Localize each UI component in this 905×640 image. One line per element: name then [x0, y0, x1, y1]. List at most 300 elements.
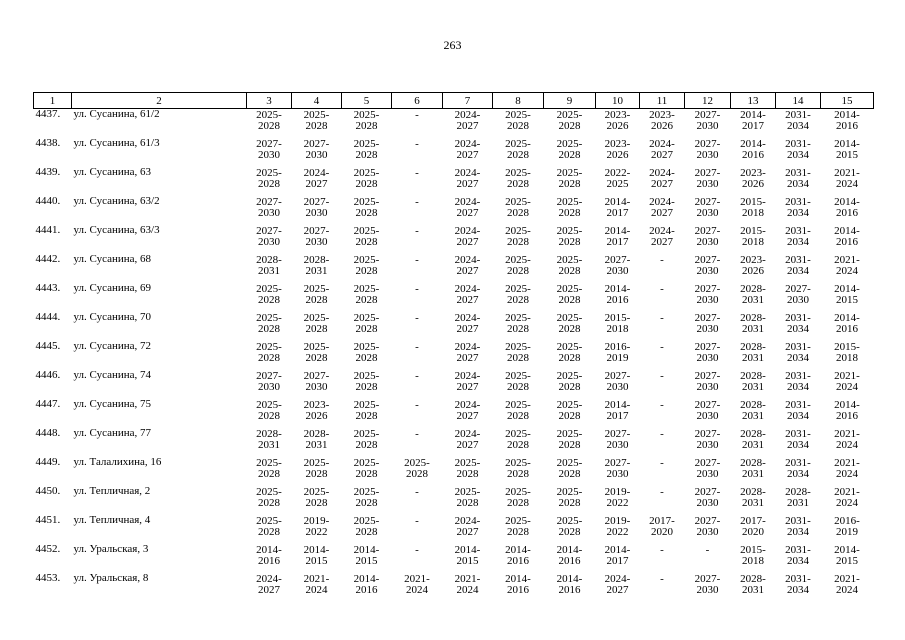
- period-start: 2027-: [694, 138, 721, 150]
- period-start: 2027-: [694, 167, 721, 179]
- address-cell: ул. Сусанина, 70: [73, 311, 152, 323]
- address-cell: ул. Сусанина, 68: [73, 253, 152, 265]
- period-cell: [776, 428, 821, 457]
- period-cell: [731, 399, 776, 428]
- period-cell: [776, 109, 821, 139]
- period-start: 2024-: [454, 109, 481, 121]
- period-cell: [247, 138, 292, 167]
- period-start: 2028-: [740, 457, 766, 469]
- period-end: 2034: [787, 120, 809, 132]
- table-row: [34, 544, 874, 573]
- period-start: 2025-: [556, 428, 583, 440]
- period-end: 2016: [606, 294, 629, 306]
- period-end: 2030: [305, 149, 328, 161]
- period-start: 2025-: [353, 225, 380, 237]
- period-end: 2030: [696, 149, 719, 161]
- period-end: 2028: [558, 439, 581, 451]
- period-cell: [685, 544, 731, 573]
- period-cell: [292, 515, 342, 544]
- period-cell: [596, 225, 640, 254]
- period-end: 2015: [355, 555, 378, 567]
- period-start: 2014-: [834, 225, 860, 237]
- period-start: 2014-: [604, 399, 631, 411]
- period-start: 2027-: [256, 225, 282, 237]
- period-cell: [731, 573, 776, 602]
- period-cell: [731, 457, 776, 486]
- address-cell: ул. Сусанина, 75: [73, 398, 152, 410]
- period-cell: [544, 167, 596, 196]
- period-start: 2025-: [303, 486, 330, 498]
- period-start: 2016-: [604, 341, 631, 353]
- period-end: 2028: [558, 207, 581, 219]
- period-cell: [596, 312, 640, 341]
- period-start: 2027-: [604, 370, 631, 382]
- period-cell: [731, 196, 776, 225]
- period-cell: [685, 254, 731, 283]
- period-cell: [247, 341, 292, 370]
- period-start: 2025-: [556, 138, 583, 150]
- period-end: 2016: [507, 584, 529, 596]
- period-end: 2028: [355, 178, 378, 190]
- period-cell: [640, 486, 685, 515]
- period-start: 2024-: [256, 573, 282, 585]
- period-cell: [493, 196, 544, 225]
- period-start: -: [660, 573, 664, 585]
- period-end: 2028: [355, 207, 378, 219]
- period-end: 2034: [787, 207, 809, 219]
- table-body: [34, 109, 874, 603]
- period-start: 2021-: [834, 370, 860, 382]
- period-cell: [596, 399, 640, 428]
- period-end: 2031: [742, 410, 764, 422]
- address-cell: ул. Сусанина, 61/3: [73, 137, 160, 149]
- period-cell: [731, 254, 776, 283]
- period-cell: [640, 457, 685, 486]
- address-cell: ул. Талалихина, 16: [73, 456, 162, 468]
- period-end: 2028: [507, 265, 529, 277]
- period-cell: [731, 167, 776, 196]
- period-cell: [493, 399, 544, 428]
- period-cell: [493, 544, 544, 573]
- period-start: 2031-: [785, 370, 811, 382]
- period-end: 2028: [507, 468, 529, 480]
- period-start: -: [660, 312, 664, 324]
- period-cell: [776, 399, 821, 428]
- period-start: 2025-: [256, 457, 282, 469]
- period-cell: [776, 138, 821, 167]
- period-start: 2025-: [556, 486, 583, 498]
- period-end: 2028: [507, 149, 529, 161]
- period-start: 2025-: [353, 457, 380, 469]
- period-cell: [247, 283, 292, 312]
- period-end: 2020: [651, 526, 673, 538]
- row-number: 4451.: [35, 514, 61, 526]
- period-cell: [731, 138, 776, 167]
- period-cell: [292, 573, 342, 602]
- period-cell: [776, 254, 821, 283]
- period-end: 2027: [456, 207, 479, 219]
- period-cell: [292, 341, 342, 370]
- period-end: 2031: [258, 439, 280, 451]
- period-cell: [544, 428, 596, 457]
- period-start: 2031-: [785, 341, 811, 353]
- period-cell: [247, 428, 292, 457]
- period-start: 2025-: [353, 254, 380, 266]
- period-start: 2023-: [740, 254, 766, 266]
- period-cell: [292, 109, 342, 139]
- period-end: 2028: [258, 294, 280, 306]
- period-start: 2025-: [353, 428, 380, 440]
- header-row: [34, 93, 874, 109]
- data-table: [33, 92, 874, 602]
- period-end: 2028: [558, 323, 581, 335]
- period-cell: [640, 312, 685, 341]
- period-start: 2024-: [454, 225, 481, 237]
- period-start: 2014-: [256, 544, 282, 556]
- period-start: 2014-: [454, 544, 481, 556]
- period-start: 2027-: [694, 283, 721, 295]
- period-start: 2014-: [834, 109, 860, 121]
- period-end: 2028: [507, 323, 529, 335]
- period-start: 2031-: [785, 196, 811, 208]
- period-start: 2025-: [353, 109, 380, 121]
- period-start: -: [415, 370, 419, 382]
- period-end: 2024: [836, 381, 858, 393]
- period-cell: [821, 457, 874, 486]
- period-cell: [247, 399, 292, 428]
- period-end: 2019: [836, 526, 858, 538]
- period-end: 2028: [305, 323, 328, 335]
- period-cell: [443, 341, 493, 370]
- period-start: -: [415, 167, 419, 179]
- period-cell: [596, 196, 640, 225]
- period-end: 2030: [696, 294, 719, 306]
- period-cell: [493, 457, 544, 486]
- period-start: 2025-: [353, 486, 380, 498]
- period-start: 2025-: [256, 341, 282, 353]
- period-start: 2031-: [785, 225, 811, 237]
- period-end: 2030: [696, 323, 719, 335]
- period-cell: [342, 370, 392, 399]
- page-number: 263: [443, 38, 462, 52]
- address-cell: ул. Сусанина, 63/2: [73, 195, 160, 207]
- period-cell: [493, 486, 544, 515]
- period-start: 2014-: [505, 544, 531, 556]
- period-start: 2027-: [694, 312, 721, 324]
- table-row: [34, 428, 874, 457]
- period-start: -: [660, 283, 664, 295]
- period-cell: [292, 544, 342, 573]
- period-start: 2027-: [303, 370, 330, 382]
- period-end: 2017: [606, 207, 629, 219]
- row-number: 4438.: [35, 137, 61, 149]
- period-start: 2031-: [785, 254, 811, 266]
- period-start: 2021-: [834, 486, 860, 498]
- period-end: 2030: [787, 294, 809, 306]
- period-start: -: [660, 341, 664, 353]
- period-cell: [685, 370, 731, 399]
- period-cell: [443, 283, 493, 312]
- period-cell: [392, 457, 443, 486]
- period-end: 2034: [787, 439, 809, 451]
- period-end: 2026: [305, 410, 328, 422]
- period-end: 2028: [507, 236, 529, 248]
- period-start: 2027-: [694, 573, 721, 585]
- table-row: [34, 167, 874, 196]
- period-start: 2027-: [785, 283, 811, 295]
- period-end: 2028: [355, 120, 378, 132]
- period-cell: [392, 399, 443, 428]
- period-cell: [392, 138, 443, 167]
- row-number: 4445.: [35, 340, 61, 352]
- period-end: 2030: [606, 468, 629, 480]
- period-cell: [776, 283, 821, 312]
- period-start: 2025-: [505, 370, 531, 382]
- period-cell: [392, 544, 443, 573]
- period-cell: [342, 341, 392, 370]
- period-cell: [443, 486, 493, 515]
- period-start: 2025-: [556, 225, 583, 237]
- period-cell: [731, 370, 776, 399]
- period-start: -: [415, 138, 419, 150]
- period-cell: [342, 457, 392, 486]
- period-cell: [685, 515, 731, 544]
- period-cell: [640, 573, 685, 602]
- period-cell: [392, 254, 443, 283]
- period-end: 2015: [836, 149, 858, 161]
- period-start: 2028-: [256, 428, 282, 440]
- period-end: 2024: [836, 468, 858, 480]
- period-cell: [544, 196, 596, 225]
- period-end: 2025: [606, 178, 629, 190]
- period-start: 2014-: [353, 573, 380, 585]
- period-end: 2030: [696, 584, 719, 596]
- period-end: 2028: [558, 236, 581, 248]
- period-end: 2019: [606, 352, 629, 364]
- period-start: 2015-: [604, 312, 631, 324]
- period-end: 2018: [742, 555, 764, 567]
- period-cell: [731, 544, 776, 573]
- period-start: 2025-: [256, 515, 282, 527]
- period-end: 2028: [507, 294, 529, 306]
- period-start: 2025-: [505, 341, 531, 353]
- period-cell: [544, 486, 596, 515]
- period-cell: [292, 254, 342, 283]
- period-end: 2027: [456, 439, 479, 451]
- table-row: [34, 283, 874, 312]
- period-end: 2028: [558, 381, 581, 393]
- column-header: 8: [493, 93, 544, 109]
- period-end: 2028: [507, 207, 529, 219]
- period-cell: [821, 515, 874, 544]
- row-number: 4444.: [35, 311, 61, 323]
- column-header: 14: [776, 93, 821, 109]
- period-start: -: [660, 544, 664, 556]
- period-cell: [821, 254, 874, 283]
- table-row: [34, 399, 874, 428]
- period-start: 2031-: [785, 515, 811, 527]
- period-start: 2023-: [740, 167, 766, 179]
- period-end: 2028: [558, 120, 581, 132]
- column-header: 11: [640, 93, 685, 109]
- period-end: 2027: [456, 352, 479, 364]
- period-start: 2014-: [353, 544, 380, 556]
- period-start: 2027-: [694, 428, 721, 440]
- period-cell: [685, 457, 731, 486]
- period-start: 2015-: [740, 225, 766, 237]
- period-start: 2025-: [505, 196, 531, 208]
- period-end: 2028: [558, 410, 581, 422]
- period-start: 2025-: [353, 196, 380, 208]
- period-start: 2021-: [834, 167, 860, 179]
- period-start: 2024-: [454, 138, 481, 150]
- row-number: 4441.: [35, 224, 61, 236]
- period-cell: [596, 341, 640, 370]
- period-start: 2031-: [785, 457, 811, 469]
- period-cell: [640, 138, 685, 167]
- period-start: 2028-: [740, 428, 766, 440]
- row-number: 4446.: [35, 369, 61, 381]
- period-start: -: [660, 428, 664, 440]
- period-start: 2025-: [303, 312, 330, 324]
- period-cell: [443, 399, 493, 428]
- period-end: 2022: [606, 526, 629, 538]
- period-cell: [731, 312, 776, 341]
- period-end: 2034: [787, 526, 809, 538]
- period-cell: [596, 109, 640, 139]
- period-cell: [821, 283, 874, 312]
- period-cell: [443, 312, 493, 341]
- period-cell: [342, 573, 392, 602]
- period-start: 2025-: [556, 196, 583, 208]
- period-cell: [342, 515, 392, 544]
- period-end: 2016: [558, 555, 581, 567]
- period-end: 2028: [507, 439, 529, 451]
- period-cell: [731, 486, 776, 515]
- column-header: 10: [596, 93, 640, 109]
- period-cell: [685, 225, 731, 254]
- period-end: 2028: [558, 352, 581, 364]
- period-start: 2027-: [694, 399, 721, 411]
- period-cell: [342, 428, 392, 457]
- period-cell: [596, 457, 640, 486]
- period-cell: [596, 515, 640, 544]
- period-cell: [821, 341, 874, 370]
- period-cell: [342, 109, 392, 139]
- period-end: 2028: [558, 265, 581, 277]
- period-cell: [443, 254, 493, 283]
- period-start: -: [415, 341, 419, 353]
- period-cell: [342, 196, 392, 225]
- period-end: 2034: [787, 584, 809, 596]
- period-start: -: [415, 312, 419, 324]
- period-start: 2025-: [353, 312, 380, 324]
- period-cell: [731, 341, 776, 370]
- period-end: 2016: [836, 207, 858, 219]
- period-cell: [342, 312, 392, 341]
- period-start: 2027-: [303, 196, 330, 208]
- period-start: 2023-: [649, 109, 675, 121]
- period-end: 2027: [456, 294, 479, 306]
- period-end: 2016: [836, 323, 858, 335]
- period-start: 2014-: [604, 196, 631, 208]
- period-cell: [821, 544, 874, 573]
- period-end: 2028: [558, 294, 581, 306]
- period-start: 2028-: [256, 254, 282, 266]
- period-start: 2025-: [454, 457, 481, 469]
- period-end: 2028: [355, 381, 378, 393]
- period-cell: [596, 254, 640, 283]
- period-cell: [443, 544, 493, 573]
- period-cell: [443, 457, 493, 486]
- period-cell: [443, 138, 493, 167]
- column-header: 1: [34, 93, 72, 109]
- period-cell: [544, 312, 596, 341]
- period-cell: [544, 283, 596, 312]
- period-start: 2014-: [834, 544, 860, 556]
- period-end: 2028: [507, 120, 529, 132]
- period-end: 2030: [606, 265, 629, 277]
- address-cell: ул. Уральская, 3: [73, 543, 149, 555]
- period-start: 2025-: [353, 399, 380, 411]
- period-cell: [247, 573, 292, 602]
- period-cell: [544, 399, 596, 428]
- period-start: 2027-: [604, 428, 631, 440]
- period-start: 2019-: [604, 486, 631, 498]
- period-end: 2027: [651, 149, 673, 161]
- period-cell: [342, 399, 392, 428]
- period-end: 2028: [258, 468, 280, 480]
- period-end: 2026: [651, 120, 673, 132]
- period-start: 2014-: [834, 312, 860, 324]
- period-cell: [392, 225, 443, 254]
- period-start: 2028-: [740, 486, 766, 498]
- period-start: 2027-: [694, 196, 721, 208]
- period-start: 2025-: [556, 515, 583, 527]
- period-start: -: [415, 486, 419, 498]
- address-cell: ул. Сусанина, 63/3: [73, 224, 160, 236]
- period-end: 2031: [258, 265, 280, 277]
- table-row: [34, 457, 874, 486]
- period-end: 2024: [836, 497, 858, 509]
- period-cell: [544, 341, 596, 370]
- table-row: [34, 573, 874, 602]
- period-end: 2015: [456, 555, 479, 567]
- period-cell: [342, 167, 392, 196]
- address-cell: ул. Сусанина, 72: [73, 340, 152, 352]
- period-cell: [292, 457, 342, 486]
- period-end: 2030: [696, 207, 719, 219]
- period-start: -: [660, 457, 664, 469]
- table-row: [34, 515, 874, 544]
- period-end: 2030: [258, 149, 280, 161]
- period-cell: [392, 196, 443, 225]
- period-start: 2027-: [694, 486, 721, 498]
- period-end: 2034: [787, 468, 809, 480]
- period-start: 2019-: [303, 515, 330, 527]
- period-cell: [493, 573, 544, 602]
- period-end: 2016: [836, 120, 858, 132]
- period-end: 2028: [507, 410, 529, 422]
- period-cell: [292, 428, 342, 457]
- column-header: 12: [685, 93, 731, 109]
- period-cell: [776, 370, 821, 399]
- period-end: 2028: [258, 352, 280, 364]
- period-end: 2028: [558, 178, 581, 190]
- period-cell: [493, 370, 544, 399]
- period-start: 2021-: [454, 573, 481, 585]
- period-end: 2030: [696, 526, 719, 538]
